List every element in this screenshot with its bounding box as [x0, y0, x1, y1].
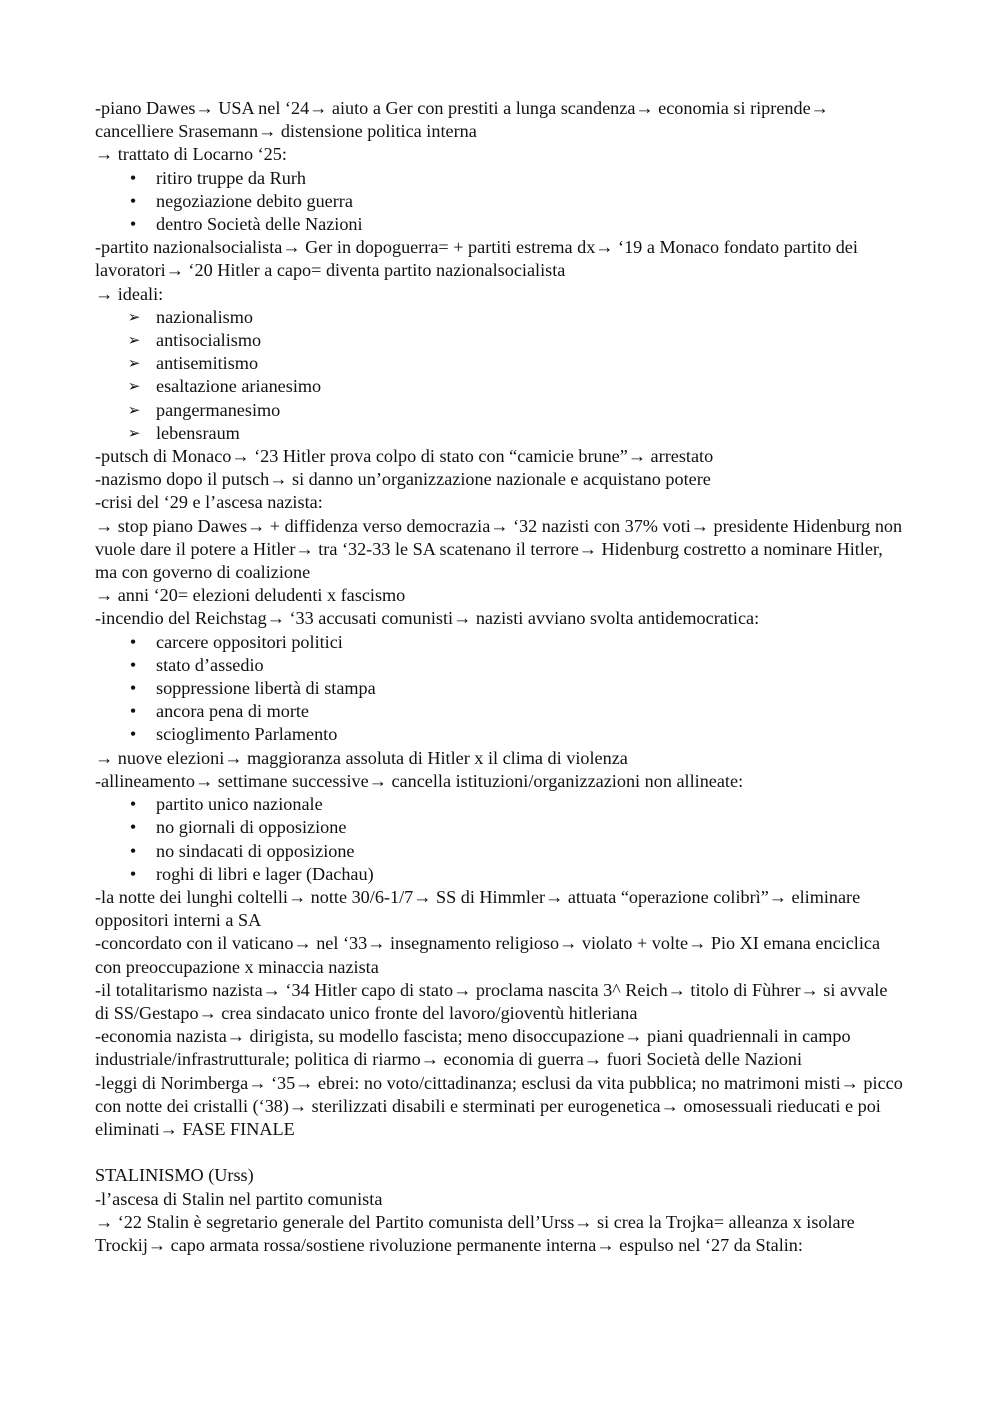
bullet-icon: •	[129, 678, 137, 699]
list-item: ➢ nazionalismo	[95, 306, 905, 329]
list-item: • dentro Società delle Nazioni	[95, 213, 905, 236]
list-item: ➢ pangermanesimo	[95, 399, 905, 422]
paragraph-trojka: → ‘22 Stalin è segretario generale del Partito comunista dell’Urss→ si crea la Trojka= alleanza x isolare Trockij→ capo armata rossa/sostiene rivoluzione permanente interna→ espulso nel ‘27 da Stalin:	[95, 1211, 855, 1255]
paragraph-locarno: → trattato di Locarno ‘25:	[95, 144, 287, 165]
bullet-icon: •	[129, 190, 137, 211]
list-item: ➢ antisocialismo	[95, 329, 905, 352]
bullet-icon: •	[129, 817, 137, 838]
paragraph-nuove-elezioni: → nuove elezioni→ maggioranza assoluta di Hitler x il clima di violenza	[95, 747, 628, 768]
arrow-list-ideali	[95, 306, 905, 445]
bullet-icon: •	[129, 840, 137, 861]
arrowhead-bullet-icon: ➢	[127, 307, 141, 326]
bullet-icon: •	[129, 167, 137, 188]
bullet-list-allineamento	[95, 793, 905, 886]
list-item: ➢ antisemitismo	[95, 352, 905, 375]
list-item: ➢ esaltazione arianesimo	[95, 375, 905, 398]
paragraph-anni-20: → anni ‘20= elezioni deludenti x fascismo	[95, 585, 406, 606]
paragraph-concordato: -concordato con il vaticano→ nel ‘33→ insegnamento religioso→ violato + volte→ Pio XI emana enciclica con preoccupazione x minaccia nazista	[95, 933, 881, 977]
list-item: • stato d’assedio	[95, 654, 905, 677]
bullet-icon: •	[129, 654, 137, 675]
section-heading-stalinismo: STALINISMO (Urss)	[95, 1165, 254, 1186]
bullet-icon: •	[129, 631, 137, 652]
bullet-icon: •	[129, 794, 137, 815]
paragraph-allineamento: -allineamento→ settimane successive→ cancella istituzioni/organizzazioni non allineate:	[95, 770, 744, 791]
paragraph-crisi-29: -crisi del ‘29 e l’ascesa nazista:	[95, 492, 323, 513]
paragraph-lunghi-coltelli: -la notte dei lunghi coltelli→ notte 30/6-1/7→ SS di Himmler→ attuata “operazione colibrì”→ eliminare oppositori interni a SA	[95, 886, 861, 931]
paragraph-economia-nazista: -economia nazista→ dirigista, su modello fascista; meno disoccupazione→ piani quadriennali in campo industriale/infrastrutturale; politica di riarmo→ economia di guerra→ fuori Società delle Nazioni	[95, 1026, 851, 1070]
paragraph-ideali: → ideali:	[95, 283, 164, 304]
arrowhead-bullet-icon: ➢	[127, 354, 141, 373]
arrowhead-bullet-icon: ➢	[127, 377, 141, 396]
paragraph-stop-dawes: → stop piano Dawes→ + diffidenza verso democrazia→ ‘32 nazisti con 37% voti→ presidente Hidenburg non vuole dare il potere a Hitler→ tra ‘32-33 le SA scatenano il terrore→ Hidenburg costretto a nominare Hitler, ma con governo di coalizione	[95, 515, 903, 583]
document-body	[95, 97, 905, 1257]
paragraph-ascesa-stalin: -l’ascesa di Stalin nel partito comunista	[95, 1188, 383, 1209]
bullet-icon: •	[129, 724, 137, 745]
list-item: • scioglimento Parlamento	[95, 723, 905, 746]
list-item: • no giornali di opposizione	[95, 816, 905, 839]
bullet-list-locarno	[95, 167, 905, 237]
list-item: • partito unico nazionale	[95, 793, 905, 816]
arrowhead-bullet-icon: ➢	[127, 331, 141, 350]
bullet-icon: •	[129, 214, 137, 235]
bullet-list-reichstag	[95, 631, 905, 747]
list-item: • negoziazione debito guerra	[95, 190, 905, 213]
arrowhead-bullet-icon: ➢	[127, 400, 141, 419]
paragraph-partito-nazionalsocialista: -partito nazionalsocialista→ Ger in dopoguerra= + partiti estrema dx→ ‘19 a Monaco fondato partito dei lavoratori→ ‘20 Hitler a capo= diventa partito nazionalsocialista	[95, 237, 858, 281]
list-item: • ritiro truppe da Rurh	[95, 167, 905, 190]
arrowhead-bullet-icon: ➢	[127, 423, 141, 442]
paragraph-reichstag: -incendio del Reichstag→ ‘33 accusati comunisti→ nazisti avviano svolta antidemocratica:	[95, 608, 760, 629]
list-item: • soppressione libertà di stampa	[95, 677, 905, 700]
paragraph-totalitarismo: -il totalitarismo nazista→ ‘34 Hitler capo di stato→ proclama nascita 3^ Reich→ titolo di Fùhrer→ si avvale di SS/Gestapo→ crea sindacato unico fronte del lavoro/gioventù hitleriana	[95, 979, 888, 1023]
paragraph-nazismo-dopo-putsch: -nazismo dopo il putsch→ si danno un’organizzazione nazionale e acquistano potere	[95, 469, 711, 490]
blank-line	[95, 1141, 905, 1164]
paragraph-leggi-norimberga: -leggi di Norimberga→ ‘35→ ebrei: no voto/cittadinanza; esclusi da vita pubblica; no matrimoni misti→ picco con notte dei cristalli (‘38)→ sterilizzati disabili e sterminati per eurogenetica→ omosessuali rieducati e poi eliminati→ FASE FINALE	[95, 1072, 903, 1139]
paragraph-piano-dawes: -piano Dawes→ USA nel ‘24→ aiuto a Ger con prestiti a lunga scandenza→ economia si riprende→ cancelliere Srasemann→ distensione politica interna	[95, 98, 829, 142]
list-item: • no sindacati di opposizione	[95, 840, 905, 863]
list-item: ➢ lebensraum	[95, 422, 905, 445]
list-item: • carcere oppositori politici	[95, 631, 905, 654]
paragraph-putsch: -putsch di Monaco→ ‘23 Hitler prova colpo di stato con “camicie brune”→ arrestato	[95, 446, 714, 467]
bullet-icon: •	[129, 701, 137, 722]
list-item: • roghi di libri e lager (Dachau)	[95, 863, 905, 886]
list-item: • ancora pena di morte	[95, 700, 905, 723]
bullet-icon: •	[129, 863, 137, 884]
